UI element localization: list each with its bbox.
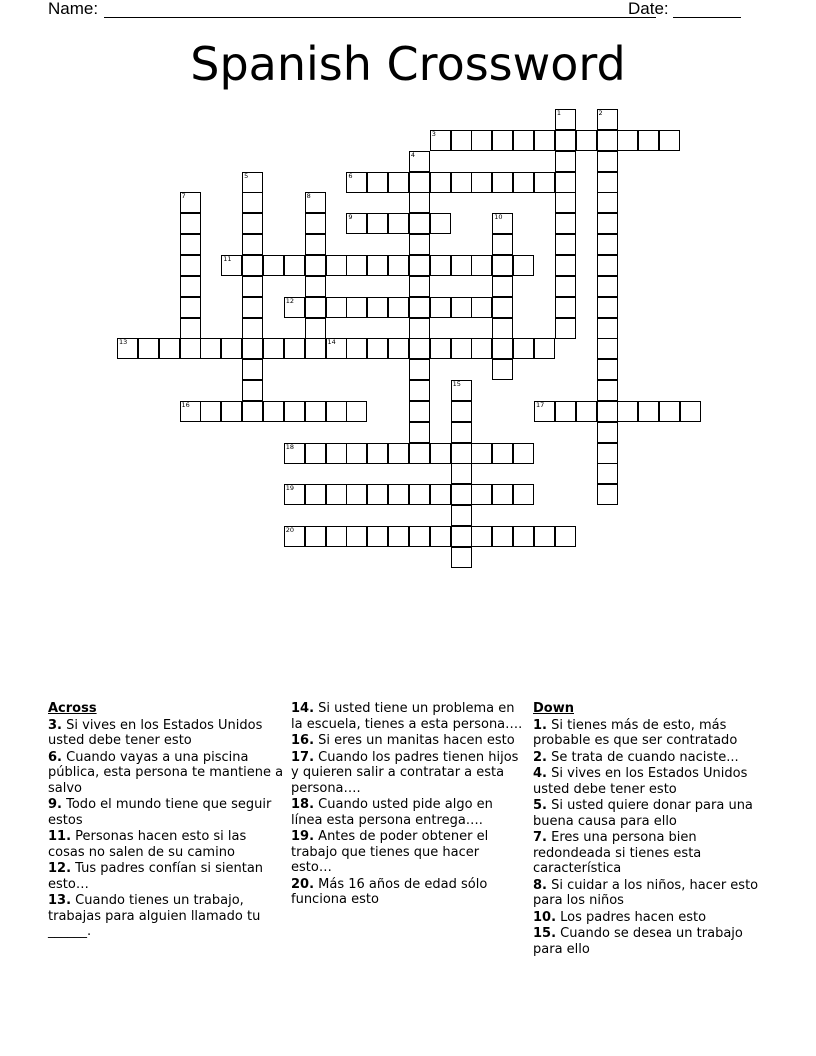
- grid-cell[interactable]: [555, 151, 576, 172]
- grid-cell[interactable]: [388, 484, 409, 505]
- clue-number: 16.: [291, 733, 315, 748]
- grid-cell[interactable]: [430, 172, 451, 193]
- grid-cell[interactable]: [180, 255, 201, 276]
- grid-cell[interactable]: [409, 151, 430, 172]
- grid-cell[interactable]: [638, 401, 659, 422]
- clue-number: 9.: [48, 797, 62, 812]
- clue-number: 4.: [533, 766, 547, 781]
- grid-cell[interactable]: [597, 359, 618, 380]
- clue-text: Tus padres confían si sientan esto…: [48, 861, 264, 892]
- clue-number: 12.: [48, 861, 72, 876]
- grid-cell[interactable]: [305, 234, 326, 255]
- clue-number-label: 1: [556, 109, 561, 117]
- grid-cell[interactable]: [492, 443, 513, 464]
- grid-cell[interactable]: [513, 338, 534, 359]
- grid-cell[interactable]: [409, 359, 430, 380]
- name-label: Name:: [48, 0, 99, 18]
- grid-cell[interactable]: [451, 255, 472, 276]
- grid-cell[interactable]: [305, 318, 326, 339]
- clue-number-label: 8: [306, 192, 311, 201]
- grid-cell[interactable]: [346, 338, 367, 359]
- grid-cell[interactable]: [492, 359, 513, 380]
- grid-cell[interactable]: [242, 359, 263, 380]
- grid-cell[interactable]: [326, 338, 347, 359]
- grid-cell[interactable]: [576, 130, 597, 151]
- grid-cell[interactable]: [284, 255, 305, 276]
- grid-cell[interactable]: [555, 297, 576, 318]
- grid-cell[interactable]: [180, 192, 201, 213]
- grid-cell[interactable]: [409, 380, 430, 401]
- grid-cell[interactable]: [597, 234, 618, 255]
- clue-number-label: 15: [452, 380, 461, 389]
- clue-text: Si eres un manitas hacen esto: [318, 733, 515, 748]
- grid-cell[interactable]: [305, 213, 326, 234]
- clue-text: Si cuidar a los niños, hacer esto para los niños: [533, 877, 759, 908]
- grid-cell[interactable]: [555, 401, 576, 422]
- grid-cell[interactable]: [409, 422, 430, 443]
- clue-text: Si usted quiere donar para una buena causa para ello: [533, 798, 753, 829]
- clue-number: 15.: [533, 926, 557, 941]
- clue-down-2: [533, 750, 769, 766]
- grid-cell[interactable]: [388, 297, 409, 318]
- clue-text: Antes de poder obtener el trabajo que tienes que hacer esto…: [291, 829, 489, 875]
- grid-cell[interactable]: [597, 338, 618, 359]
- grid-cell[interactable]: [180, 234, 201, 255]
- clue-number: 2.: [533, 749, 547, 765]
- grid-cell[interactable]: [492, 276, 513, 297]
- clue-text: Cuando tienes un trabajo, trabajas para alguien llamado tu ______.: [48, 893, 261, 939]
- clue-text: Cuando vayas a una piscina pública, esta persona te mantiene a salvo: [48, 749, 284, 796]
- clue-number-label: 16: [181, 400, 190, 409]
- grid-cell[interactable]: [346, 484, 367, 505]
- grid-cell[interactable]: [492, 297, 513, 318]
- grid-cell[interactable]: [305, 443, 326, 464]
- grid-cell[interactable]: [430, 484, 451, 505]
- grid-cell[interactable]: [117, 338, 138, 359]
- clue-number-label: 9: [348, 213, 353, 222]
- clue-number: 10.: [533, 909, 557, 925]
- clue-down-1: [533, 718, 769, 749]
- grid-cell[interactable]: [513, 130, 534, 151]
- grid-cell[interactable]: [409, 255, 430, 276]
- grid-cell[interactable]: [305, 255, 326, 276]
- date-label: Date:: [628, 0, 669, 18]
- grid-cell[interactable]: [492, 526, 513, 547]
- grid-cell[interactable]: [242, 401, 263, 422]
- grid-cell[interactable]: [451, 484, 472, 505]
- grid-cell[interactable]: [305, 297, 326, 318]
- grid-cell[interactable]: [471, 297, 492, 318]
- grid-cell[interactable]: [597, 172, 618, 193]
- clue-across-20: [291, 877, 523, 908]
- clue-across-18: [291, 797, 523, 828]
- clue-number-label: 12: [285, 296, 295, 305]
- grid-cell[interactable]: [492, 318, 513, 339]
- clue-text: Personas hacen esto si las cosas no salen de su camino: [48, 829, 247, 860]
- grid-cell[interactable]: [451, 463, 472, 484]
- grid-cell[interactable]: [346, 443, 367, 464]
- grid-cell[interactable]: [617, 130, 638, 151]
- grid-cell[interactable]: [409, 526, 430, 547]
- clue-number-label: 18: [285, 442, 295, 451]
- grid-cell[interactable]: [305, 401, 326, 422]
- clue-number: 18.: [291, 797, 315, 812]
- grid-cell[interactable]: [284, 401, 305, 422]
- grid-cell[interactable]: [388, 255, 409, 276]
- grid-cell[interactable]: [680, 401, 701, 422]
- across-clues-column-1: [48, 701, 284, 941]
- grid-cell[interactable]: [159, 338, 180, 359]
- grid-cell[interactable]: [659, 401, 680, 422]
- clue-across-9: [48, 797, 284, 828]
- grid-cell[interactable]: [200, 338, 221, 359]
- grid-cell[interactable]: [180, 297, 201, 318]
- grid-cell[interactable]: [305, 338, 326, 359]
- clue-across-11: [48, 829, 284, 860]
- grid-cell[interactable]: [305, 192, 326, 213]
- clue-number-label: 7: [181, 192, 186, 201]
- grid-cell[interactable]: [492, 255, 513, 276]
- grid-cell[interactable]: [451, 547, 472, 568]
- across-heading: Across: [48, 701, 97, 716]
- clue-number-label: 19: [285, 484, 295, 493]
- grid-cell[interactable]: [284, 526, 305, 547]
- grid-cell[interactable]: [492, 213, 513, 234]
- grid-cell[interactable]: [576, 401, 597, 422]
- grid-cell[interactable]: [367, 255, 388, 276]
- grid-cell[interactable]: [555, 172, 576, 193]
- grid-cell[interactable]: [367, 297, 388, 318]
- grid-cell[interactable]: [451, 338, 472, 359]
- clue-across-17: [291, 750, 523, 797]
- grid-cell[interactable]: [597, 463, 618, 484]
- clue-number-label: 10: [494, 213, 503, 222]
- grid-cell[interactable]: [451, 297, 472, 318]
- grid-cell[interactable]: [597, 318, 618, 339]
- grid-cell[interactable]: [534, 401, 555, 422]
- grid-cell[interactable]: [513, 172, 534, 193]
- grid-cell[interactable]: [180, 338, 201, 359]
- grid-cell[interactable]: [180, 213, 201, 234]
- grid-cell[interactable]: [409, 318, 430, 339]
- grid-cell[interactable]: [305, 276, 326, 297]
- clue-number: 3.: [48, 717, 62, 733]
- clue-number-label: 11: [223, 254, 232, 263]
- grid-cell[interactable]: [367, 213, 388, 234]
- grid-cell[interactable]: [180, 276, 201, 297]
- grid-cell[interactable]: [597, 276, 618, 297]
- grid-cell[interactable]: [409, 213, 430, 234]
- grid-cell[interactable]: [638, 130, 659, 151]
- grid-cell[interactable]: [513, 526, 534, 547]
- grid-cell[interactable]: [242, 255, 263, 276]
- grid-cell[interactable]: [471, 443, 492, 464]
- grid-cell[interactable]: [388, 213, 409, 234]
- clue-number-label: 6: [348, 171, 353, 180]
- grid-cell[interactable]: [242, 192, 263, 213]
- grid-cell[interactable]: [305, 526, 326, 547]
- clue-text: Si usted tiene un problema en la escuela, tienes a esta persona….: [291, 701, 523, 732]
- clue-down-8: [533, 878, 769, 909]
- grid-cell[interactable]: [555, 318, 576, 339]
- grid-cell[interactable]: [451, 505, 472, 526]
- grid-cell[interactable]: [430, 443, 451, 464]
- grid-cell[interactable]: [221, 255, 242, 276]
- grid-cell[interactable]: [367, 526, 388, 547]
- grid-cell[interactable]: [326, 484, 347, 505]
- grid-cell[interactable]: [242, 380, 263, 401]
- grid-cell[interactable]: [555, 109, 576, 130]
- clue-number-label: 13: [119, 338, 128, 347]
- clue-number-label: 17: [536, 400, 545, 409]
- grid-cell[interactable]: [284, 338, 305, 359]
- grid-cell[interactable]: [597, 401, 618, 422]
- clue-down-7: [533, 830, 769, 877]
- clue-number: 7.: [533, 830, 547, 845]
- grid-cell[interactable]: [555, 192, 576, 213]
- clue-text: Más 16 años de edad sólo funciona esto: [291, 876, 488, 907]
- grid-cell[interactable]: [409, 276, 430, 297]
- grid-cell[interactable]: [555, 213, 576, 234]
- grid-cell[interactable]: [451, 422, 472, 443]
- grid-cell[interactable]: [409, 192, 430, 213]
- grid-cell[interactable]: [284, 443, 305, 464]
- grid-cell[interactable]: [555, 276, 576, 297]
- grid-cell[interactable]: [242, 213, 263, 234]
- grid-cell[interactable]: [513, 255, 534, 276]
- grid-cell[interactable]: [346, 401, 367, 422]
- grid-cell[interactable]: [492, 338, 513, 359]
- grid-cell[interactable]: [597, 109, 618, 130]
- grid-cell[interactable]: [409, 338, 430, 359]
- clue-text: Si tienes más de esto, más probable es que ser contratado: [533, 717, 738, 748]
- clue-text: Cuando se desea un trabajo para ello: [533, 926, 743, 957]
- grid-cell[interactable]: [597, 443, 618, 464]
- clue-number: 19.: [291, 829, 315, 844]
- grid-cell[interactable]: [388, 526, 409, 547]
- grid-cell[interactable]: [242, 234, 263, 255]
- grid-cell[interactable]: [471, 130, 492, 151]
- grid-cell[interactable]: [597, 213, 618, 234]
- clue-number: 6.: [48, 749, 62, 765]
- grid-cell[interactable]: [305, 484, 326, 505]
- grid-cell[interactable]: [534, 130, 555, 151]
- clue-down-15: [533, 926, 769, 957]
- grid-cell[interactable]: [451, 172, 472, 193]
- clue-number: 11.: [48, 829, 72, 844]
- clue-text: Cuando los padres tienen hijos y quieren salir a contratar a esta persona….: [291, 749, 519, 796]
- grid-cell[interactable]: [346, 213, 367, 234]
- grid-cell[interactable]: [492, 130, 513, 151]
- grid-cell[interactable]: [430, 297, 451, 318]
- grid-cell[interactable]: [221, 338, 242, 359]
- grid-cell[interactable]: [471, 484, 492, 505]
- clue-text: Si vives en los Estados Unidos usted debe tener esto: [533, 766, 748, 797]
- grid-cell[interactable]: [451, 526, 472, 547]
- grid-cell[interactable]: [409, 484, 430, 505]
- clue-across-13: [48, 893, 284, 940]
- grid-cell[interactable]: [346, 526, 367, 547]
- grid-cell[interactable]: [597, 130, 618, 151]
- clue-across-3: [48, 718, 284, 749]
- grid-cell[interactable]: [242, 172, 263, 193]
- grid-cell[interactable]: [326, 297, 347, 318]
- grid-cell[interactable]: [471, 338, 492, 359]
- grid-cell[interactable]: [388, 172, 409, 193]
- page-title: Spanish Crossword: [190, 37, 626, 91]
- grid-cell[interactable]: [326, 526, 347, 547]
- grid-cell[interactable]: [388, 338, 409, 359]
- grid-cell[interactable]: [367, 443, 388, 464]
- grid-cell[interactable]: [597, 484, 618, 505]
- grid-cell[interactable]: [242, 318, 263, 339]
- grid-cell[interactable]: [346, 297, 367, 318]
- across-clues-column-2: [291, 701, 523, 909]
- grid-cell[interactable]: [409, 443, 430, 464]
- clue-number: 8.: [533, 877, 547, 893]
- clue-number: 1.: [533, 717, 547, 733]
- grid-cell[interactable]: [409, 297, 430, 318]
- clue-text: Eres una persona bien redondeada si tienes esta característica: [533, 830, 702, 876]
- clue-number-label: 14: [327, 338, 336, 347]
- clue-text: Si vives en los Estados Unidos usted debe tener esto: [48, 717, 263, 748]
- grid-cell[interactable]: [409, 234, 430, 255]
- grid-cell[interactable]: [471, 255, 492, 276]
- clue-across-19: [291, 829, 523, 876]
- grid-cell[interactable]: [492, 172, 513, 193]
- clue-across-14: [291, 701, 523, 732]
- grid-cell[interactable]: [263, 401, 284, 422]
- clue-down-10: [533, 910, 769, 926]
- clue-number: 17.: [291, 749, 315, 765]
- clue-across-6: [48, 750, 284, 797]
- clue-number-label: 2: [598, 109, 603, 117]
- grid-cell[interactable]: [409, 172, 430, 193]
- grid-cell[interactable]: [555, 234, 576, 255]
- clue-number-label: 3: [431, 129, 436, 138]
- grid-cell[interactable]: [180, 401, 201, 422]
- grid-cell[interactable]: [346, 172, 367, 193]
- grid-cell[interactable]: [471, 526, 492, 547]
- grid-cell[interactable]: [367, 172, 388, 193]
- grid-cell[interactable]: [451, 401, 472, 422]
- grid-cell[interactable]: [430, 338, 451, 359]
- clue-down-5: [533, 798, 769, 829]
- clue-text: Todo el mundo tiene que seguir estos: [48, 797, 272, 828]
- grid-cell[interactable]: [451, 443, 472, 464]
- grid-cell[interactable]: [388, 443, 409, 464]
- grid-cell[interactable]: [138, 338, 159, 359]
- grid-cell[interactable]: [409, 401, 430, 422]
- grid-cell[interactable]: [242, 338, 263, 359]
- grid-cell[interactable]: [492, 484, 513, 505]
- grid-cell[interactable]: [430, 526, 451, 547]
- grid-cell[interactable]: [659, 130, 680, 151]
- grid-cell[interactable]: [326, 255, 347, 276]
- grid-cell[interactable]: [221, 401, 242, 422]
- grid-cell[interactable]: [284, 484, 305, 505]
- grid-cell[interactable]: [326, 401, 347, 422]
- grid-cell[interactable]: [534, 526, 555, 547]
- grid-cell[interactable]: [471, 172, 492, 193]
- clue-number-label: 20: [285, 526, 295, 534]
- grid-cell[interactable]: [597, 297, 618, 318]
- grid-cell[interactable]: [430, 255, 451, 276]
- clue-number: 20.: [291, 876, 315, 892]
- clue-number: 13.: [48, 893, 72, 908]
- grid-cell[interactable]: [534, 338, 555, 359]
- clue-text: Cuando usted pide algo en línea esta persona entrega….: [291, 797, 493, 828]
- clue-number: 14.: [291, 701, 315, 716]
- grid-cell[interactable]: [617, 401, 638, 422]
- grid-cell[interactable]: [513, 484, 534, 505]
- grid-cell[interactable]: [597, 422, 618, 443]
- grid-cell[interactable]: [180, 318, 201, 339]
- grid-cell[interactable]: [242, 276, 263, 297]
- clue-across-16: [291, 733, 523, 749]
- grid-cell[interactable]: [346, 255, 367, 276]
- grid-cell[interactable]: [367, 484, 388, 505]
- grid-cell[interactable]: [326, 443, 347, 464]
- grid-cell[interactable]: [430, 213, 451, 234]
- grid-cell[interactable]: [242, 297, 263, 318]
- grid-cell[interactable]: [492, 234, 513, 255]
- grid-cell[interactable]: [597, 255, 618, 276]
- grid-cell[interactable]: [555, 130, 576, 151]
- clue-text: Se trata de cuando naciste...: [551, 749, 739, 765]
- down-heading: Down: [533, 701, 574, 716]
- grid-cell[interactable]: [284, 297, 305, 318]
- grid-cell[interactable]: [367, 338, 388, 359]
- grid-cell[interactable]: [451, 380, 472, 401]
- grid-cell[interactable]: [597, 192, 618, 213]
- grid-cell[interactable]: [263, 338, 284, 359]
- clue-number-label: 4: [410, 150, 416, 159]
- clue-down-4: [533, 766, 769, 797]
- grid-cell[interactable]: [597, 380, 618, 401]
- down-clues-column: [533, 701, 769, 958]
- clue-text: Los padres hacen esto: [560, 909, 707, 925]
- grid-cell[interactable]: [200, 401, 221, 422]
- clue-number: 5.: [533, 798, 547, 813]
- grid-cell[interactable]: [534, 172, 555, 193]
- grid-cell[interactable]: [451, 130, 472, 151]
- grid-cell[interactable]: [555, 526, 576, 547]
- clue-across-12: [48, 861, 284, 892]
- grid-cell[interactable]: [555, 255, 576, 276]
- clue-number-label: 5: [244, 171, 249, 180]
- grid-cell[interactable]: [513, 443, 534, 464]
- grid-cell[interactable]: [263, 255, 284, 276]
- grid-cell[interactable]: [430, 130, 451, 151]
- grid-cell[interactable]: [597, 151, 618, 172]
